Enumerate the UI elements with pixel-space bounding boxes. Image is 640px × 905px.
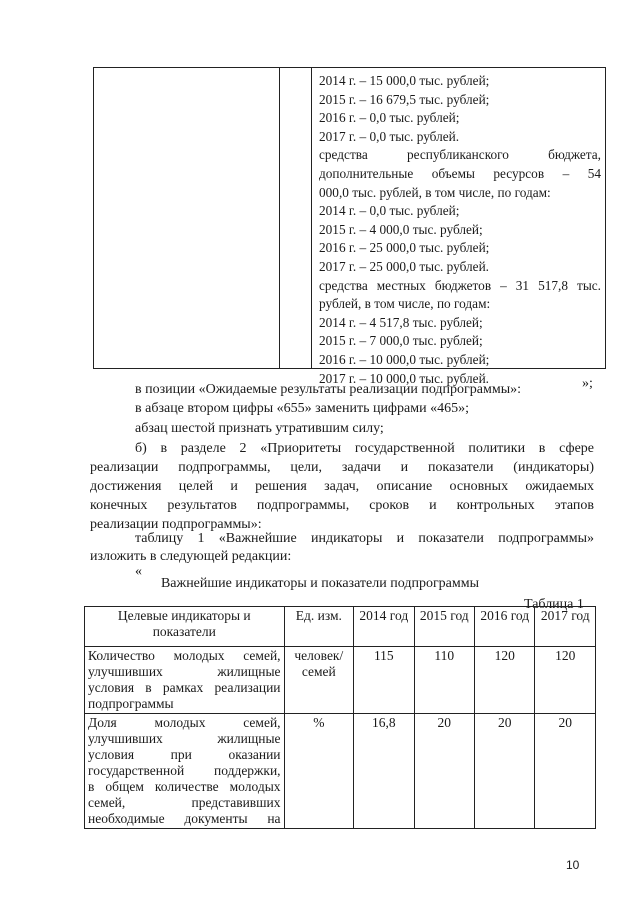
funding-line: 2017 г. – 10 000,0 тыс. рублей. bbox=[319, 370, 490, 386]
funding-line: средства республиканского бюджета, bbox=[319, 147, 601, 163]
funding-line: 2016 г. – 25 000,0 тыс. рублей; bbox=[319, 240, 490, 256]
funding-line: 2015 г. – 7 000,0 тыс. рублей; bbox=[319, 333, 483, 349]
row-value-2015: 110 bbox=[414, 647, 474, 714]
funding-line: 2014 г. – 4 517,8 тыс. рублей; bbox=[319, 314, 483, 330]
row-indicator-cell bbox=[85, 714, 285, 829]
row-value-2014: 16,8 bbox=[354, 714, 414, 829]
paragraph-digits: в абзаце втором цифры «655» заменить цифрами «465»; bbox=[135, 401, 469, 416]
funding-line: 2015 г. – 16 679,5 тыс. рублей; bbox=[319, 91, 490, 107]
funding-table-continuation bbox=[93, 67, 606, 386]
indicator-line: улучшивших жилищные bbox=[88, 731, 281, 746]
header-2014: 2014 год bbox=[354, 607, 414, 647]
header-2016: 2016 год bbox=[475, 607, 535, 647]
row-unit: человек/ семей bbox=[284, 647, 354, 714]
indicator-line: условия в рамках реализации bbox=[88, 680, 281, 695]
header-unit: Ед. изм. bbox=[284, 607, 354, 647]
funding-line: 000,0 тыс. рублей, в том числе, по годам: bbox=[319, 184, 551, 200]
funding-line: 2016 г. – 10 000,0 тыс. рублей; bbox=[319, 351, 490, 367]
table-instruction-line: изложить в следующей редакции: bbox=[90, 549, 292, 564]
table-divider bbox=[279, 68, 280, 368]
indicator-line: Количество молодых семей, bbox=[88, 648, 281, 663]
funding-line: 2014 г. – 15 000,0 тыс. рублей; bbox=[319, 73, 490, 88]
header-2015: 2015 год bbox=[414, 607, 474, 647]
table-divider bbox=[311, 68, 312, 368]
indicator-line: условия при оказании bbox=[88, 747, 281, 762]
indicator-line: подпрограммы bbox=[88, 696, 174, 711]
header-2017: 2017 год bbox=[535, 607, 596, 647]
row-value-2017: 120 bbox=[535, 647, 596, 714]
funding-text bbox=[319, 72, 601, 388]
funding-line: 2017 г. – 25 000,0 тыс. рублей. bbox=[319, 258, 490, 274]
funding-line: 2016 г. – 0,0 тыс. рублей; bbox=[319, 110, 460, 126]
table-row bbox=[85, 714, 596, 829]
section-2-line: б) в разделе 2 «Приоритеты государственной политики в сфере bbox=[135, 441, 594, 456]
section-2-line: реализации подпрограммы»: bbox=[90, 517, 262, 532]
table-label: Таблица 1 bbox=[524, 597, 584, 612]
section-2-line: конечных результатов подпрограммы, сроков и контрольных этапов bbox=[90, 498, 594, 513]
indicator-line: государственной поддержки, bbox=[88, 763, 281, 778]
paragraph-position: в позиции «Ожидаемые результаты реализации подпрограммы»: bbox=[135, 382, 522, 397]
indicator-line: в общем количестве молодых bbox=[88, 779, 281, 794]
page-number: 10 bbox=[566, 858, 580, 872]
paragraph-invalidate: абзац шестой признать утратившим силу; bbox=[135, 421, 384, 436]
table-row bbox=[85, 647, 596, 714]
row-value-2015: 20 bbox=[414, 714, 474, 829]
row-indicator-cell bbox=[85, 647, 285, 714]
funding-line: 2017 г. – 0,0 тыс. рублей. bbox=[319, 128, 460, 144]
indicator-line: Доля молодых семей, bbox=[88, 715, 281, 730]
table-header-row bbox=[85, 607, 596, 647]
section-2-line: реализации подпрограммы, цели, задачи и показатели (индикаторы) bbox=[90, 460, 594, 475]
opening-quote: « bbox=[135, 564, 142, 579]
funding-line: дополнительные объемы ресурсов – 54 bbox=[319, 165, 601, 181]
table-instruction-line: таблицу 1 «Важнейшие индикаторы и показатели подпрограммы» bbox=[135, 531, 594, 546]
header-indicator: Целевые индикаторы и показатели bbox=[85, 607, 285, 647]
row-value-2016: 20 bbox=[475, 714, 535, 829]
indicators-table bbox=[84, 606, 596, 829]
row-value-2016: 120 bbox=[475, 647, 535, 714]
row-value-2017: 20 bbox=[535, 714, 596, 829]
funding-line: рублей, в том числе, по годам: bbox=[319, 296, 491, 312]
row-unit: % bbox=[284, 714, 354, 829]
row-value-2014: 115 bbox=[354, 647, 414, 714]
table-title: Важнейшие индикаторы и показатели подпрограммы bbox=[160, 576, 480, 591]
indicator-line: семей, представивших bbox=[88, 795, 281, 810]
closing-quote: »; bbox=[582, 376, 593, 391]
section-2-line: достижения целей и решения задач, описание основных ожидаемых bbox=[90, 479, 594, 494]
funding-line: средства местных бюджетов – 31 517,8 тыс. bbox=[319, 277, 601, 293]
funding-line: 2014 г. – 0,0 тыс. рублей; bbox=[319, 203, 460, 219]
indicator-line: улучшивших жилищные bbox=[88, 664, 281, 679]
funding-line: 2015 г. – 4 000,0 тыс. рублей; bbox=[319, 221, 483, 237]
indicator-line: необходимые документы на bbox=[88, 811, 281, 826]
